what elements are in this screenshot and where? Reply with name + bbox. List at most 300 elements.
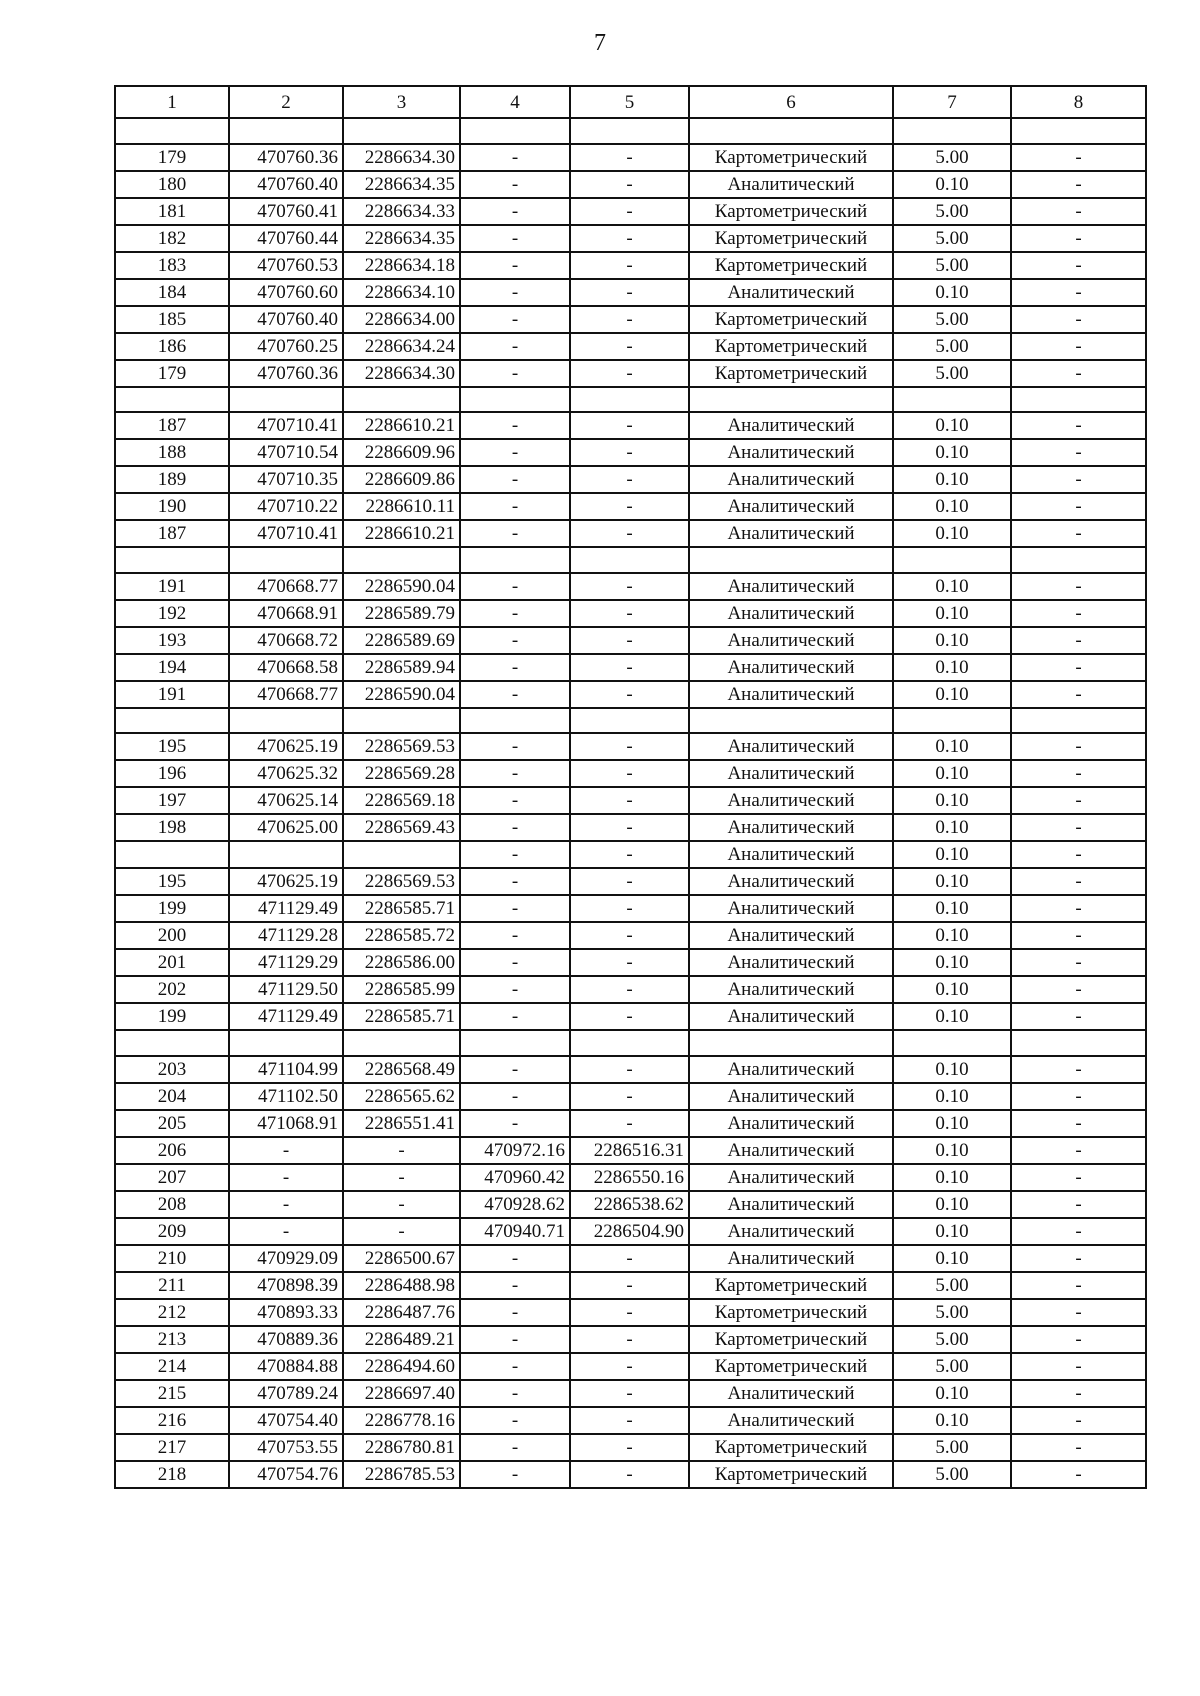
y-coord-alt-cell: - — [570, 1407, 689, 1434]
point-number-cell: 212 — [115, 1299, 229, 1326]
method-cell: Аналитический — [689, 627, 893, 654]
y-coord-cell: 2286569.18 — [343, 787, 460, 814]
table-row — [115, 1461, 1146, 1488]
note-cell: - — [1011, 841, 1146, 868]
accuracy-cell: 0.10 — [893, 1407, 1011, 1434]
method-cell: Аналитический — [689, 1407, 893, 1434]
table-row — [115, 600, 1146, 627]
table-row — [115, 1353, 1146, 1380]
y-coord-cell: 2286590.04 — [343, 573, 460, 600]
accuracy-cell: 0.10 — [893, 1137, 1011, 1164]
page-number: 7 — [594, 30, 606, 56]
note-cell: - — [1011, 520, 1146, 547]
y-coord-cell: 2286569.28 — [343, 760, 460, 787]
y-coord-alt-cell: - — [570, 198, 689, 225]
table-row — [115, 466, 1146, 493]
x-coord-alt-cell — [460, 118, 570, 144]
accuracy-cell — [893, 387, 1011, 413]
point-number-cell: 203 — [115, 1056, 229, 1083]
y-coord-alt-cell: - — [570, 412, 689, 439]
point-number-cell: 216 — [115, 1407, 229, 1434]
point-number-cell: 197 — [115, 787, 229, 814]
x-coord-alt-cell — [460, 387, 570, 413]
y-coord-cell: - — [343, 1218, 460, 1245]
accuracy-cell — [893, 118, 1011, 144]
method-cell: Аналитический — [689, 895, 893, 922]
note-cell: - — [1011, 1110, 1146, 1137]
table-row — [115, 1326, 1146, 1353]
x-coord-cell: 470625.19 — [229, 868, 343, 895]
y-coord-alt-cell: - — [570, 1326, 689, 1353]
point-number-cell — [115, 387, 229, 413]
x-coord-cell: 471068.91 — [229, 1110, 343, 1137]
x-coord-cell: 470760.41 — [229, 198, 343, 225]
note-cell: - — [1011, 1272, 1146, 1299]
method-cell — [689, 118, 893, 144]
x-coord-alt-cell: - — [460, 1353, 570, 1380]
point-number-cell: 200 — [115, 922, 229, 949]
accuracy-cell: 0.10 — [893, 439, 1011, 466]
y-coord-alt-cell: - — [570, 922, 689, 949]
note-cell: - — [1011, 1326, 1146, 1353]
x-coord-alt-cell — [460, 1030, 570, 1056]
y-coord-alt-cell: - — [570, 627, 689, 654]
point-number-cell: 211 — [115, 1272, 229, 1299]
x-coord-cell: 470625.19 — [229, 733, 343, 760]
accuracy-cell — [893, 708, 1011, 734]
note-cell: - — [1011, 922, 1146, 949]
y-coord-alt-cell: - — [570, 1083, 689, 1110]
note-cell: - — [1011, 1218, 1146, 1245]
table-row — [115, 1056, 1146, 1083]
accuracy-cell: 0.10 — [893, 841, 1011, 868]
note-cell: - — [1011, 198, 1146, 225]
note-cell: - — [1011, 627, 1146, 654]
table-row — [115, 520, 1146, 547]
method-cell: Картометрический — [689, 1299, 893, 1326]
y-coord-cell: 2286634.30 — [343, 144, 460, 171]
x-coord-cell: 470710.41 — [229, 520, 343, 547]
y-coord-cell: 2286589.69 — [343, 627, 460, 654]
table-row — [115, 171, 1146, 198]
point-number-cell: 182 — [115, 225, 229, 252]
point-number-cell: 180 — [115, 171, 229, 198]
y-coord-cell: 2286634.10 — [343, 279, 460, 306]
y-coord-cell — [343, 841, 460, 868]
header-row — [115, 86, 1146, 118]
method-cell: Аналитический — [689, 976, 893, 1003]
accuracy-cell: 5.00 — [893, 333, 1011, 360]
method-cell: Аналитический — [689, 171, 893, 198]
accuracy-cell: 0.10 — [893, 654, 1011, 681]
y-coord-cell: 2286487.76 — [343, 1299, 460, 1326]
x-coord-cell: 470710.54 — [229, 439, 343, 466]
method-cell: Аналитический — [689, 654, 893, 681]
table-row — [115, 949, 1146, 976]
accuracy-cell: 0.10 — [893, 1083, 1011, 1110]
note-cell: - — [1011, 412, 1146, 439]
x-coord-cell: 470710.22 — [229, 493, 343, 520]
y-coord-alt-cell: - — [570, 787, 689, 814]
note-cell: - — [1011, 1191, 1146, 1218]
y-coord-alt-cell: - — [570, 681, 689, 708]
y-coord-cell: 2286634.00 — [343, 306, 460, 333]
x-coord-alt-cell: - — [460, 733, 570, 760]
table-row — [115, 279, 1146, 306]
y-coord-alt-cell: - — [570, 573, 689, 600]
note-cell: - — [1011, 760, 1146, 787]
x-coord-alt-cell: - — [460, 976, 570, 1003]
column-header-5: 5 — [570, 86, 689, 118]
point-number-cell: 187 — [115, 520, 229, 547]
x-coord-cell: 470754.40 — [229, 1407, 343, 1434]
x-coord-alt-cell: - — [460, 171, 570, 198]
method-cell: Аналитический — [689, 1245, 893, 1272]
note-cell — [1011, 547, 1146, 573]
y-coord-cell — [343, 387, 460, 413]
point-number-cell: 192 — [115, 600, 229, 627]
table-row — [115, 118, 1146, 144]
point-number-cell: 218 — [115, 1461, 229, 1488]
accuracy-cell: 5.00 — [893, 1461, 1011, 1488]
note-cell: - — [1011, 493, 1146, 520]
x-coord-cell: 470625.14 — [229, 787, 343, 814]
table-row — [115, 1137, 1146, 1164]
point-number-cell — [115, 841, 229, 868]
method-cell: Аналитический — [689, 1218, 893, 1245]
x-coord-cell: 470710.35 — [229, 466, 343, 493]
method-cell: Аналитический — [689, 760, 893, 787]
column-header-6: 6 — [689, 86, 893, 118]
table-row — [115, 252, 1146, 279]
x-coord-cell: 470893.33 — [229, 1299, 343, 1326]
x-coord-cell: 470889.36 — [229, 1326, 343, 1353]
method-cell: Картометрический — [689, 1461, 893, 1488]
accuracy-cell: 5.00 — [893, 225, 1011, 252]
method-cell: Аналитический — [689, 733, 893, 760]
y-coord-alt-cell: 2286538.62 — [570, 1191, 689, 1218]
point-number-cell: 194 — [115, 654, 229, 681]
x-coord-alt-cell: - — [460, 1326, 570, 1353]
y-coord-cell: 2286569.43 — [343, 814, 460, 841]
note-cell: - — [1011, 360, 1146, 387]
x-coord-cell: 470789.24 — [229, 1380, 343, 1407]
point-number-cell: 179 — [115, 144, 229, 171]
method-cell: Аналитический — [689, 1164, 893, 1191]
note-cell: - — [1011, 654, 1146, 681]
x-coord-alt-cell: - — [460, 654, 570, 681]
x-coord-alt-cell: - — [460, 1299, 570, 1326]
method-cell: Картометрический — [689, 198, 893, 225]
table-row — [115, 493, 1146, 520]
method-cell — [689, 387, 893, 413]
method-cell: Аналитический — [689, 922, 893, 949]
x-coord-alt-cell: - — [460, 1272, 570, 1299]
x-coord-alt-cell: - — [460, 895, 570, 922]
accuracy-cell: 5.00 — [893, 1353, 1011, 1380]
table-row — [115, 1083, 1146, 1110]
note-cell: - — [1011, 1056, 1146, 1083]
x-coord-alt-cell: - — [460, 949, 570, 976]
table-row — [115, 1003, 1146, 1030]
note-cell: - — [1011, 1434, 1146, 1461]
accuracy-cell: 0.10 — [893, 949, 1011, 976]
y-coord-cell: - — [343, 1164, 460, 1191]
note-cell: - — [1011, 1380, 1146, 1407]
y-coord-alt-cell: 2286504.90 — [570, 1218, 689, 1245]
column-header-4: 4 — [460, 86, 570, 118]
method-cell: Картометрический — [689, 360, 893, 387]
y-coord-alt-cell: - — [570, 466, 689, 493]
accuracy-cell: 0.10 — [893, 171, 1011, 198]
accuracy-cell: 0.10 — [893, 493, 1011, 520]
note-cell: - — [1011, 171, 1146, 198]
x-coord-alt-cell: - — [460, 681, 570, 708]
method-cell: Аналитический — [689, 814, 893, 841]
table-row — [115, 198, 1146, 225]
x-coord-cell: 470760.36 — [229, 144, 343, 171]
table-row — [115, 627, 1146, 654]
accuracy-cell: 0.10 — [893, 733, 1011, 760]
accuracy-cell: 0.10 — [893, 922, 1011, 949]
accuracy-cell: 0.10 — [893, 1110, 1011, 1137]
table-row — [115, 1245, 1146, 1272]
x-coord-cell: - — [229, 1164, 343, 1191]
x-coord-cell: 470668.72 — [229, 627, 343, 654]
y-coord-alt-cell: - — [570, 760, 689, 787]
method-cell: Аналитический — [689, 573, 893, 600]
point-number-cell — [115, 708, 229, 734]
y-coord-alt-cell: - — [570, 600, 689, 627]
note-cell: - — [1011, 1461, 1146, 1488]
table-row — [115, 1272, 1146, 1299]
accuracy-cell: 0.10 — [893, 681, 1011, 708]
y-coord-cell: 2286634.33 — [343, 198, 460, 225]
point-number-cell: 204 — [115, 1083, 229, 1110]
x-coord-alt-cell: - — [460, 493, 570, 520]
y-coord-alt-cell: 2286516.31 — [570, 1137, 689, 1164]
y-coord-alt-cell: - — [570, 976, 689, 1003]
y-coord-cell: 2286586.00 — [343, 949, 460, 976]
table-row — [115, 1299, 1146, 1326]
method-cell: Аналитический — [689, 1083, 893, 1110]
x-coord-alt-cell: - — [460, 627, 570, 654]
note-cell: - — [1011, 814, 1146, 841]
method-cell: Картометрический — [689, 306, 893, 333]
column-header-8: 8 — [1011, 86, 1146, 118]
y-coord-cell: 2286500.67 — [343, 1245, 460, 1272]
method-cell: Картометрический — [689, 1353, 893, 1380]
y-coord-alt-cell: - — [570, 1299, 689, 1326]
method-cell: Аналитический — [689, 1056, 893, 1083]
point-number-cell: 199 — [115, 895, 229, 922]
coordinates-table — [114, 85, 1147, 1489]
y-coord-cell: 2286697.40 — [343, 1380, 460, 1407]
x-coord-cell: 470929.09 — [229, 1245, 343, 1272]
x-coord-alt-cell: - — [460, 279, 570, 306]
accuracy-cell: 0.10 — [893, 412, 1011, 439]
table-row — [115, 1218, 1146, 1245]
note-cell: - — [1011, 279, 1146, 306]
y-coord-cell: 2286610.21 — [343, 520, 460, 547]
accuracy-cell: 0.10 — [893, 600, 1011, 627]
note-cell — [1011, 118, 1146, 144]
x-coord-cell: 470625.32 — [229, 760, 343, 787]
method-cell: Аналитический — [689, 681, 893, 708]
x-coord-cell: 470710.41 — [229, 412, 343, 439]
method-cell: Аналитический — [689, 949, 893, 976]
y-coord-alt-cell: - — [570, 171, 689, 198]
accuracy-cell — [893, 547, 1011, 573]
method-cell: Аналитический — [689, 520, 893, 547]
accuracy-cell: 5.00 — [893, 144, 1011, 171]
x-coord-cell: 470760.53 — [229, 252, 343, 279]
x-coord-alt-cell: - — [460, 198, 570, 225]
y-coord-cell: 2286634.18 — [343, 252, 460, 279]
x-coord-alt-cell: - — [460, 520, 570, 547]
y-coord-alt-cell: 2286550.16 — [570, 1164, 689, 1191]
table-row — [115, 895, 1146, 922]
x-coord-alt-cell: - — [460, 225, 570, 252]
note-cell: - — [1011, 439, 1146, 466]
point-number-cell: 191 — [115, 681, 229, 708]
y-coord-alt-cell: - — [570, 225, 689, 252]
x-coord-alt-cell: - — [460, 439, 570, 466]
note-cell: - — [1011, 1164, 1146, 1191]
note-cell: - — [1011, 144, 1146, 171]
y-coord-cell: 2286589.94 — [343, 654, 460, 681]
y-coord-alt-cell: - — [570, 439, 689, 466]
table-row — [115, 708, 1146, 734]
y-coord-alt-cell: - — [570, 252, 689, 279]
note-cell: - — [1011, 976, 1146, 1003]
y-coord-cell: 2286489.21 — [343, 1326, 460, 1353]
accuracy-cell: 0.10 — [893, 1056, 1011, 1083]
y-coord-cell: 2286585.71 — [343, 1003, 460, 1030]
y-coord-cell: 2286780.81 — [343, 1434, 460, 1461]
accuracy-cell: 5.00 — [893, 360, 1011, 387]
y-coord-alt-cell: - — [570, 1245, 689, 1272]
accuracy-cell: 0.10 — [893, 1245, 1011, 1272]
method-cell: Аналитический — [689, 493, 893, 520]
accuracy-cell: 0.10 — [893, 814, 1011, 841]
note-cell: - — [1011, 895, 1146, 922]
method-cell: Картометрический — [689, 333, 893, 360]
x-coord-alt-cell: - — [460, 841, 570, 868]
x-coord-cell — [229, 387, 343, 413]
y-coord-cell: 2286585.99 — [343, 976, 460, 1003]
x-coord-alt-cell: - — [460, 306, 570, 333]
accuracy-cell: 5.00 — [893, 1299, 1011, 1326]
method-cell: Аналитический — [689, 1003, 893, 1030]
y-coord-cell: 2286610.21 — [343, 412, 460, 439]
x-coord-cell — [229, 708, 343, 734]
accuracy-cell: 5.00 — [893, 306, 1011, 333]
y-coord-cell: 2286585.72 — [343, 922, 460, 949]
table-row — [115, 144, 1146, 171]
y-coord-cell: 2286589.79 — [343, 600, 460, 627]
x-coord-cell: - — [229, 1137, 343, 1164]
table-body — [115, 86, 1146, 1488]
x-coord-alt-cell: - — [460, 787, 570, 814]
x-coord-cell: 470668.91 — [229, 600, 343, 627]
note-cell: - — [1011, 573, 1146, 600]
x-coord-cell: 471129.49 — [229, 1003, 343, 1030]
y-coord-alt-cell — [570, 387, 689, 413]
accuracy-cell: 0.10 — [893, 760, 1011, 787]
method-cell — [689, 708, 893, 734]
point-number-cell: 183 — [115, 252, 229, 279]
table-row — [115, 412, 1146, 439]
y-coord-cell — [343, 708, 460, 734]
x-coord-alt-cell: - — [460, 1407, 570, 1434]
note-cell: - — [1011, 600, 1146, 627]
x-coord-alt-cell: - — [460, 1110, 570, 1137]
point-number-cell: 208 — [115, 1191, 229, 1218]
table-row — [115, 1380, 1146, 1407]
point-number-cell: 184 — [115, 279, 229, 306]
x-coord-cell: 471129.29 — [229, 949, 343, 976]
method-cell: Аналитический — [689, 841, 893, 868]
x-coord-alt-cell: - — [460, 412, 570, 439]
y-coord-cell: 2286778.16 — [343, 1407, 460, 1434]
x-coord-cell: 470753.55 — [229, 1434, 343, 1461]
x-coord-cell: 470668.77 — [229, 573, 343, 600]
y-coord-alt-cell: - — [570, 333, 689, 360]
point-number-cell: 191 — [115, 573, 229, 600]
y-coord-cell: 2286785.53 — [343, 1461, 460, 1488]
accuracy-cell: 0.10 — [893, 520, 1011, 547]
x-coord-cell: 470884.88 — [229, 1353, 343, 1380]
y-coord-alt-cell — [570, 1030, 689, 1056]
column-header-7: 7 — [893, 86, 1011, 118]
y-coord-alt-cell: - — [570, 1380, 689, 1407]
point-number-cell — [115, 118, 229, 144]
note-cell: - — [1011, 1137, 1146, 1164]
x-coord-alt-cell: - — [460, 144, 570, 171]
note-cell — [1011, 1030, 1146, 1056]
table-row — [115, 547, 1146, 573]
point-number-cell: 213 — [115, 1326, 229, 1353]
accuracy-cell: 0.10 — [893, 466, 1011, 493]
note-cell: - — [1011, 306, 1146, 333]
x-coord-alt-cell: 470928.62 — [460, 1191, 570, 1218]
method-cell: Картометрический — [689, 225, 893, 252]
method-cell: Аналитический — [689, 1137, 893, 1164]
point-number-cell — [115, 547, 229, 573]
table-row — [115, 439, 1146, 466]
y-coord-alt-cell — [570, 708, 689, 734]
point-number-cell: 202 — [115, 976, 229, 1003]
point-number-cell: 193 — [115, 627, 229, 654]
accuracy-cell: 0.10 — [893, 787, 1011, 814]
y-coord-cell: 2286609.96 — [343, 439, 460, 466]
x-coord-cell: 470760.40 — [229, 171, 343, 198]
y-coord-alt-cell: - — [570, 1003, 689, 1030]
y-coord-alt-cell: - — [570, 360, 689, 387]
x-coord-cell: 471129.28 — [229, 922, 343, 949]
y-coord-cell: 2286569.53 — [343, 868, 460, 895]
x-coord-alt-cell — [460, 547, 570, 573]
x-coord-cell: 470625.00 — [229, 814, 343, 841]
method-cell: Аналитический — [689, 1380, 893, 1407]
method-cell: Аналитический — [689, 439, 893, 466]
y-coord-alt-cell: - — [570, 895, 689, 922]
table-row — [115, 360, 1146, 387]
method-cell: Картометрический — [689, 252, 893, 279]
x-coord-cell: 470668.58 — [229, 654, 343, 681]
table-row — [115, 922, 1146, 949]
